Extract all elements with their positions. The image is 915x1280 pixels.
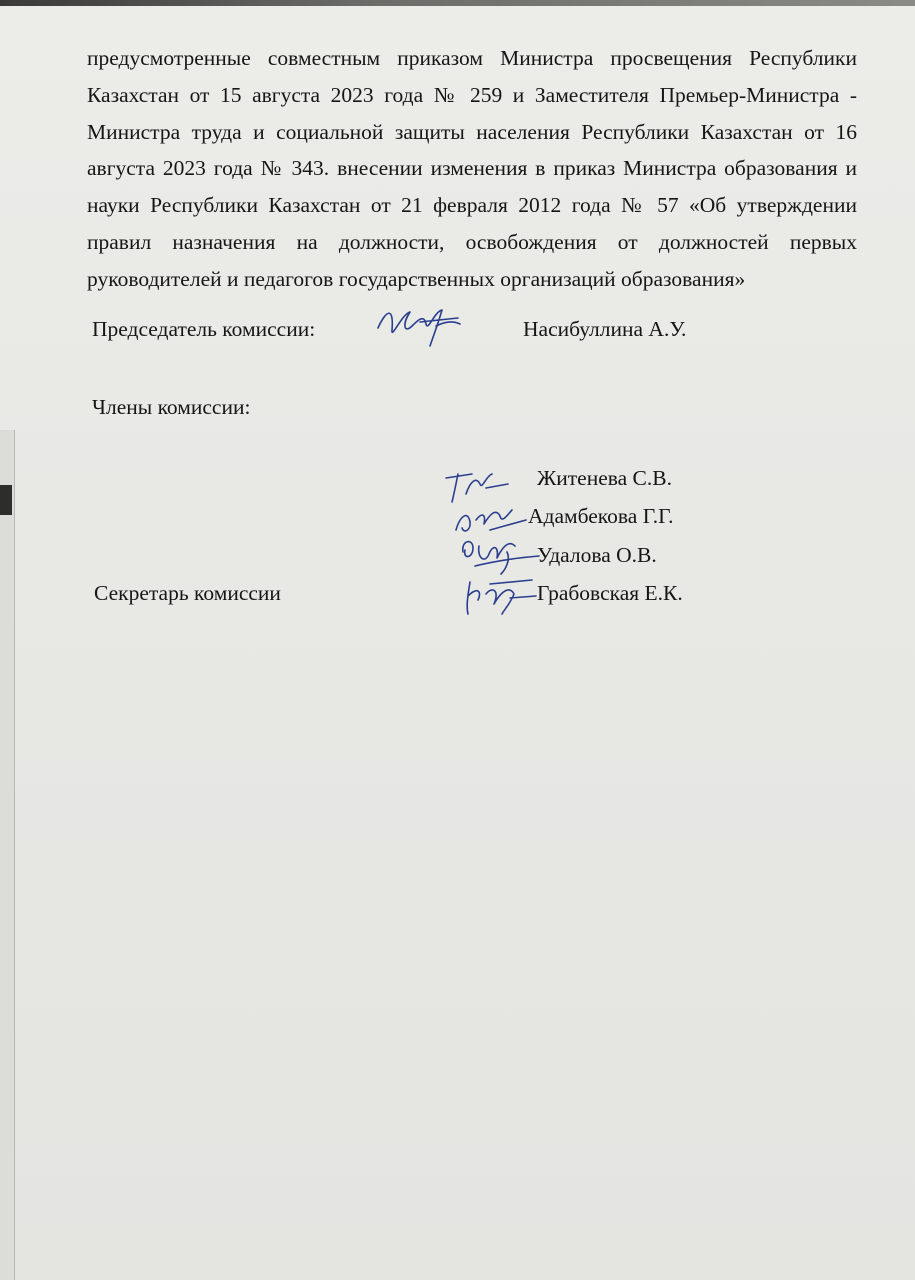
members-label: Члены комиссии:	[92, 395, 251, 419]
left-page-strip	[0, 430, 15, 1280]
member-name-2: Адамбекова Г.Г.	[528, 504, 674, 528]
chair-label: Председатель комиссии:	[92, 317, 316, 341]
secretary-label: Секретарь комиссии	[94, 581, 281, 605]
main-paragraph: предусмотренные совместным приказом Министра просвещения Республики Казахстан от 15 августа 2023 года № 259 и Заместителя Премьер-Министра - Министра труда и социальной защиты населения Республики Казахстан от 16 августа 2023 года № 343. внесении изменения в приказ Министра образования и науки Республики Казахстан от 21 февраля 2012 года № 57 «Об утверждении правил назначения на должности, освобождения от должностей первых руководителей и педагогов государственных организаций образования»	[87, 46, 857, 291]
member-name-1: Житенева С.В.	[537, 466, 672, 490]
left-page-mark	[0, 485, 12, 515]
chair-name: Насибуллина А.У.	[523, 317, 687, 341]
page-top-edge	[0, 0, 915, 6]
secretary-name: Грабовская Е.К.	[537, 581, 683, 605]
member-name-3: Удалова О.В.	[537, 543, 657, 567]
